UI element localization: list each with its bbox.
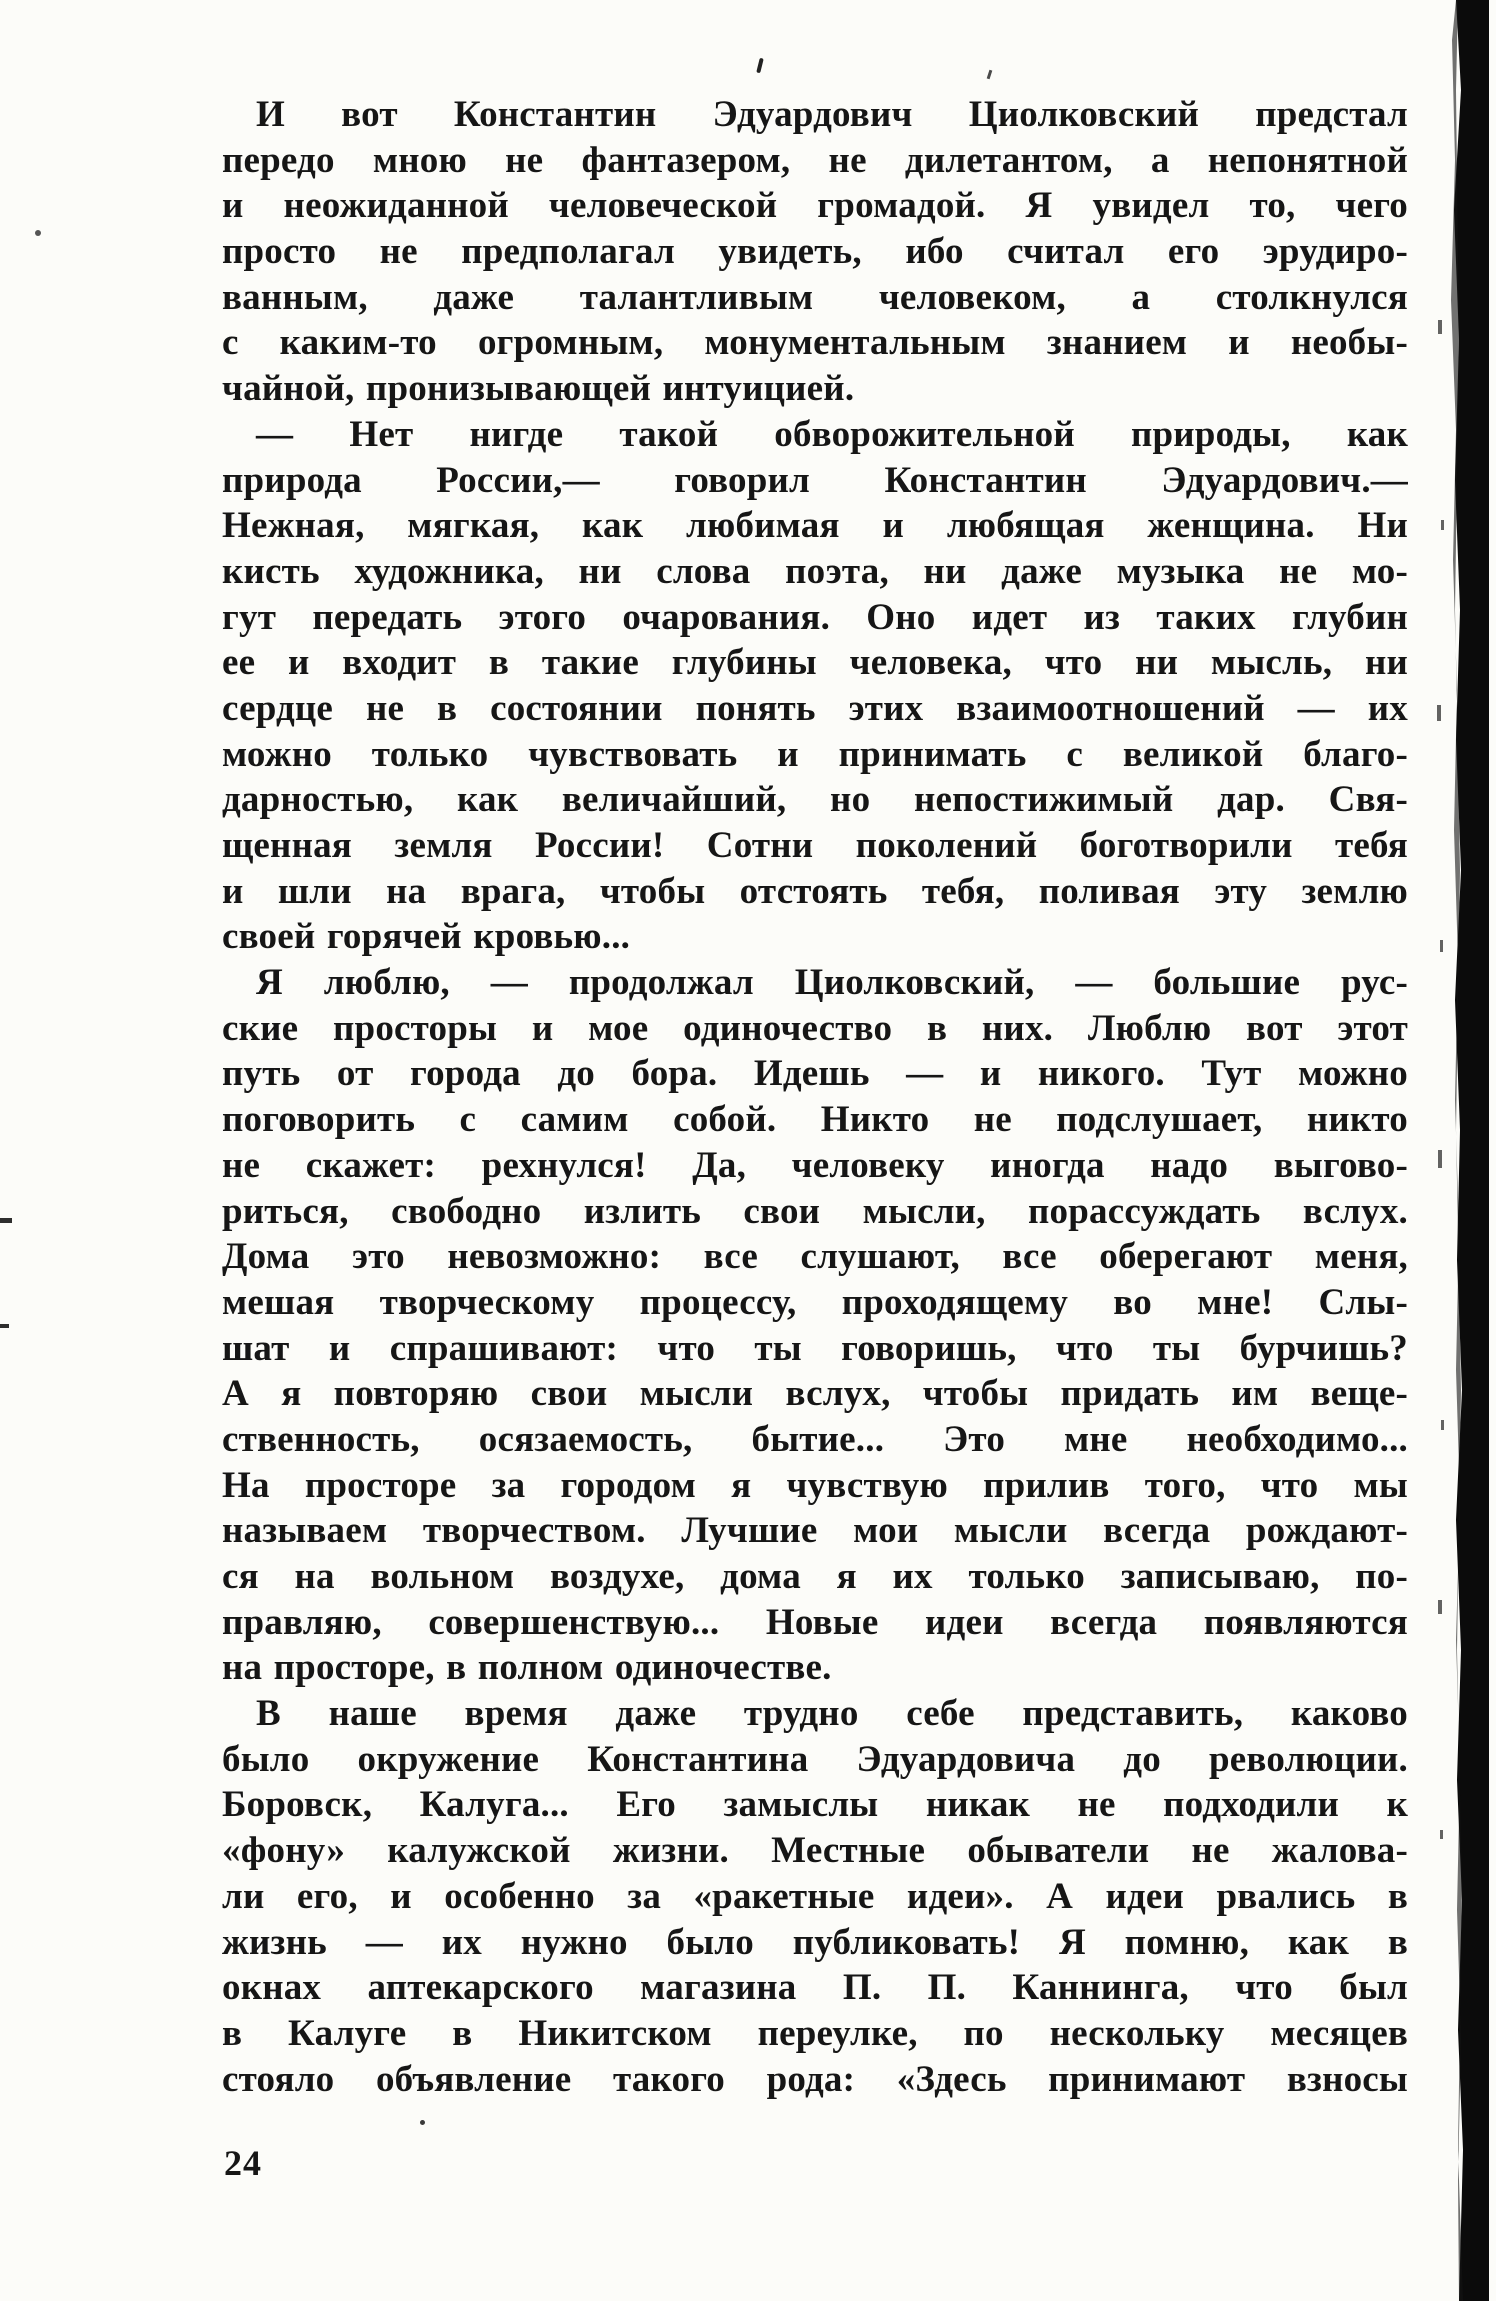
text-line: щенная земля России! Сотни поколений боготворили тебя [222, 825, 1408, 866]
text-line: и шли на врага, чтобы отстоять тебя, поливая эту землю [222, 870, 1408, 912]
book-spine-shadow [1432, 0, 1496, 2301]
spine-specks [1437, 320, 1444, 1839]
scan-artifact [0, 1218, 12, 1223]
text-line: кисть художника, ни слова поэта, ни даже музыка не мо- [222, 550, 1408, 592]
text-line: ственность, осязаемость, бытие... Это мне необходимо... [222, 1418, 1408, 1460]
scan-artifact [756, 58, 764, 74]
scan-artifact [987, 70, 993, 79]
text-line: чайной, пронизывающей интуицией. [222, 368, 855, 410]
text-line: риться, свободно излить свои мысли, порассуждать вслух. [222, 1190, 1408, 1232]
text-line: поговорить с самим собой. Никто не подслушает, никто [222, 1099, 1408, 1141]
scan-artifact [420, 2120, 425, 2125]
text-line: ли его, и особенно за «ракетные идеи». А идеи рвались в [222, 1875, 1408, 1917]
text-line: жизнь — их нужно было публиковать! Я помню, как в [222, 1921, 1408, 1963]
text-line: окнах аптекарского магазина П. П. Каннинга, что был [222, 1967, 1408, 2009]
text-line: природа России,— говорил Константин Эдуардович.— [222, 459, 1408, 501]
text-line: Нежная, мягкая, как любимая и любящая женщина. Ни [222, 505, 1408, 547]
text-line: можно только чувствовать и принимать с великой благо- [222, 733, 1408, 775]
text-line: Боровск, Калуга... Его замыслы никак не подходили к [222, 1784, 1408, 1826]
text-line: ские просторы и мое одиночество в них. Люблю вот этот [222, 1007, 1408, 1049]
text-line: ее и входит в такие глубины человека, что ни мысль, ни [222, 642, 1408, 684]
text-line: и неожиданной человеческой громадой. Я увидел то, чего [222, 185, 1408, 227]
paragraph [222, 960, 1408, 1691]
text-block [222, 92, 1408, 2102]
text-line: ванным, даже талантливым человеком, а столкнулся [222, 276, 1408, 318]
text-line: гут передать этого очарования. Оно идет из таких глубин [222, 596, 1408, 638]
text-line: путь от города до бора. Идешь — и никого. Тут можно [222, 1053, 1408, 1095]
text-line: сердце не в состоянии понять этих взаимоотношений — их [222, 687, 1408, 729]
text-line: Я люблю, — продолжал Циолковский, — большие рус- [256, 962, 1408, 1004]
text-line: с каким-то огромным, монументальным знанием и необы- [222, 322, 1408, 364]
text-line: шат и спрашивают: что ты говоришь, что ты бурчишь? [222, 1327, 1408, 1369]
text-line: — Нет нигде такой обворожительной природы, как [256, 413, 1408, 455]
paragraph [222, 412, 1408, 960]
text-line: в Калуге в Никитском переулке, по нескольку месяцев [222, 2012, 1408, 2054]
text-line: дарностью, как величайший, но непостижимый дар. Свя- [222, 779, 1408, 821]
scan-artifact [0, 1324, 9, 1328]
text-line: на просторе, в полном одиночестве. [222, 1647, 832, 1689]
text-line: Дома это невозможно: все слушают, все оберегают меня, [222, 1236, 1408, 1278]
text-line: не скажет: рехнулся! Да, человеку иногда надо выгово- [222, 1144, 1408, 1186]
text-line: передо мною не фантазером, не дилетантом, а непонятной [222, 139, 1408, 181]
text-line: было окружение Константина Эдуардовича до революции. [222, 1738, 1408, 1780]
paragraph [222, 92, 1408, 412]
text-line: На просторе за городом я чувствую прилив того, что мы [222, 1464, 1408, 1506]
text-line: стояло объявление такого рода: «Здесь принимают взносы [222, 2058, 1408, 2100]
text-line: «фону» калужской жизни. Местные обыватели не жалова- [222, 1830, 1408, 1872]
text-line: своей горячей кровью... [222, 916, 631, 958]
text-line: В наше время даже трудно себе представить, каково [256, 1693, 1408, 1735]
page-number: 24 [224, 2143, 262, 2183]
scan-artifact [35, 230, 41, 236]
text-line: просто не предполагал увидеть, ибо считал его эрудиро- [222, 231, 1408, 273]
text-line: ся на вольном воздухе, дома я их только записываю, по- [222, 1556, 1408, 1597]
text-line: называем творчеством. Лучшие мои мысли всегда рождают- [222, 1510, 1408, 1552]
text-line: мешая творческому процессу, проходящему во мне! Слы- [222, 1281, 1408, 1323]
text-line: А я повторяю свои мысли вслух, чтобы придать им веще- [222, 1373, 1408, 1415]
text-line: И вот Константин Эдуардович Циолковский предстал [256, 94, 1408, 135]
text-line: правляю, совершенствую... Новые идеи всегда появляются [222, 1601, 1408, 1643]
paragraph [222, 1691, 1408, 2102]
